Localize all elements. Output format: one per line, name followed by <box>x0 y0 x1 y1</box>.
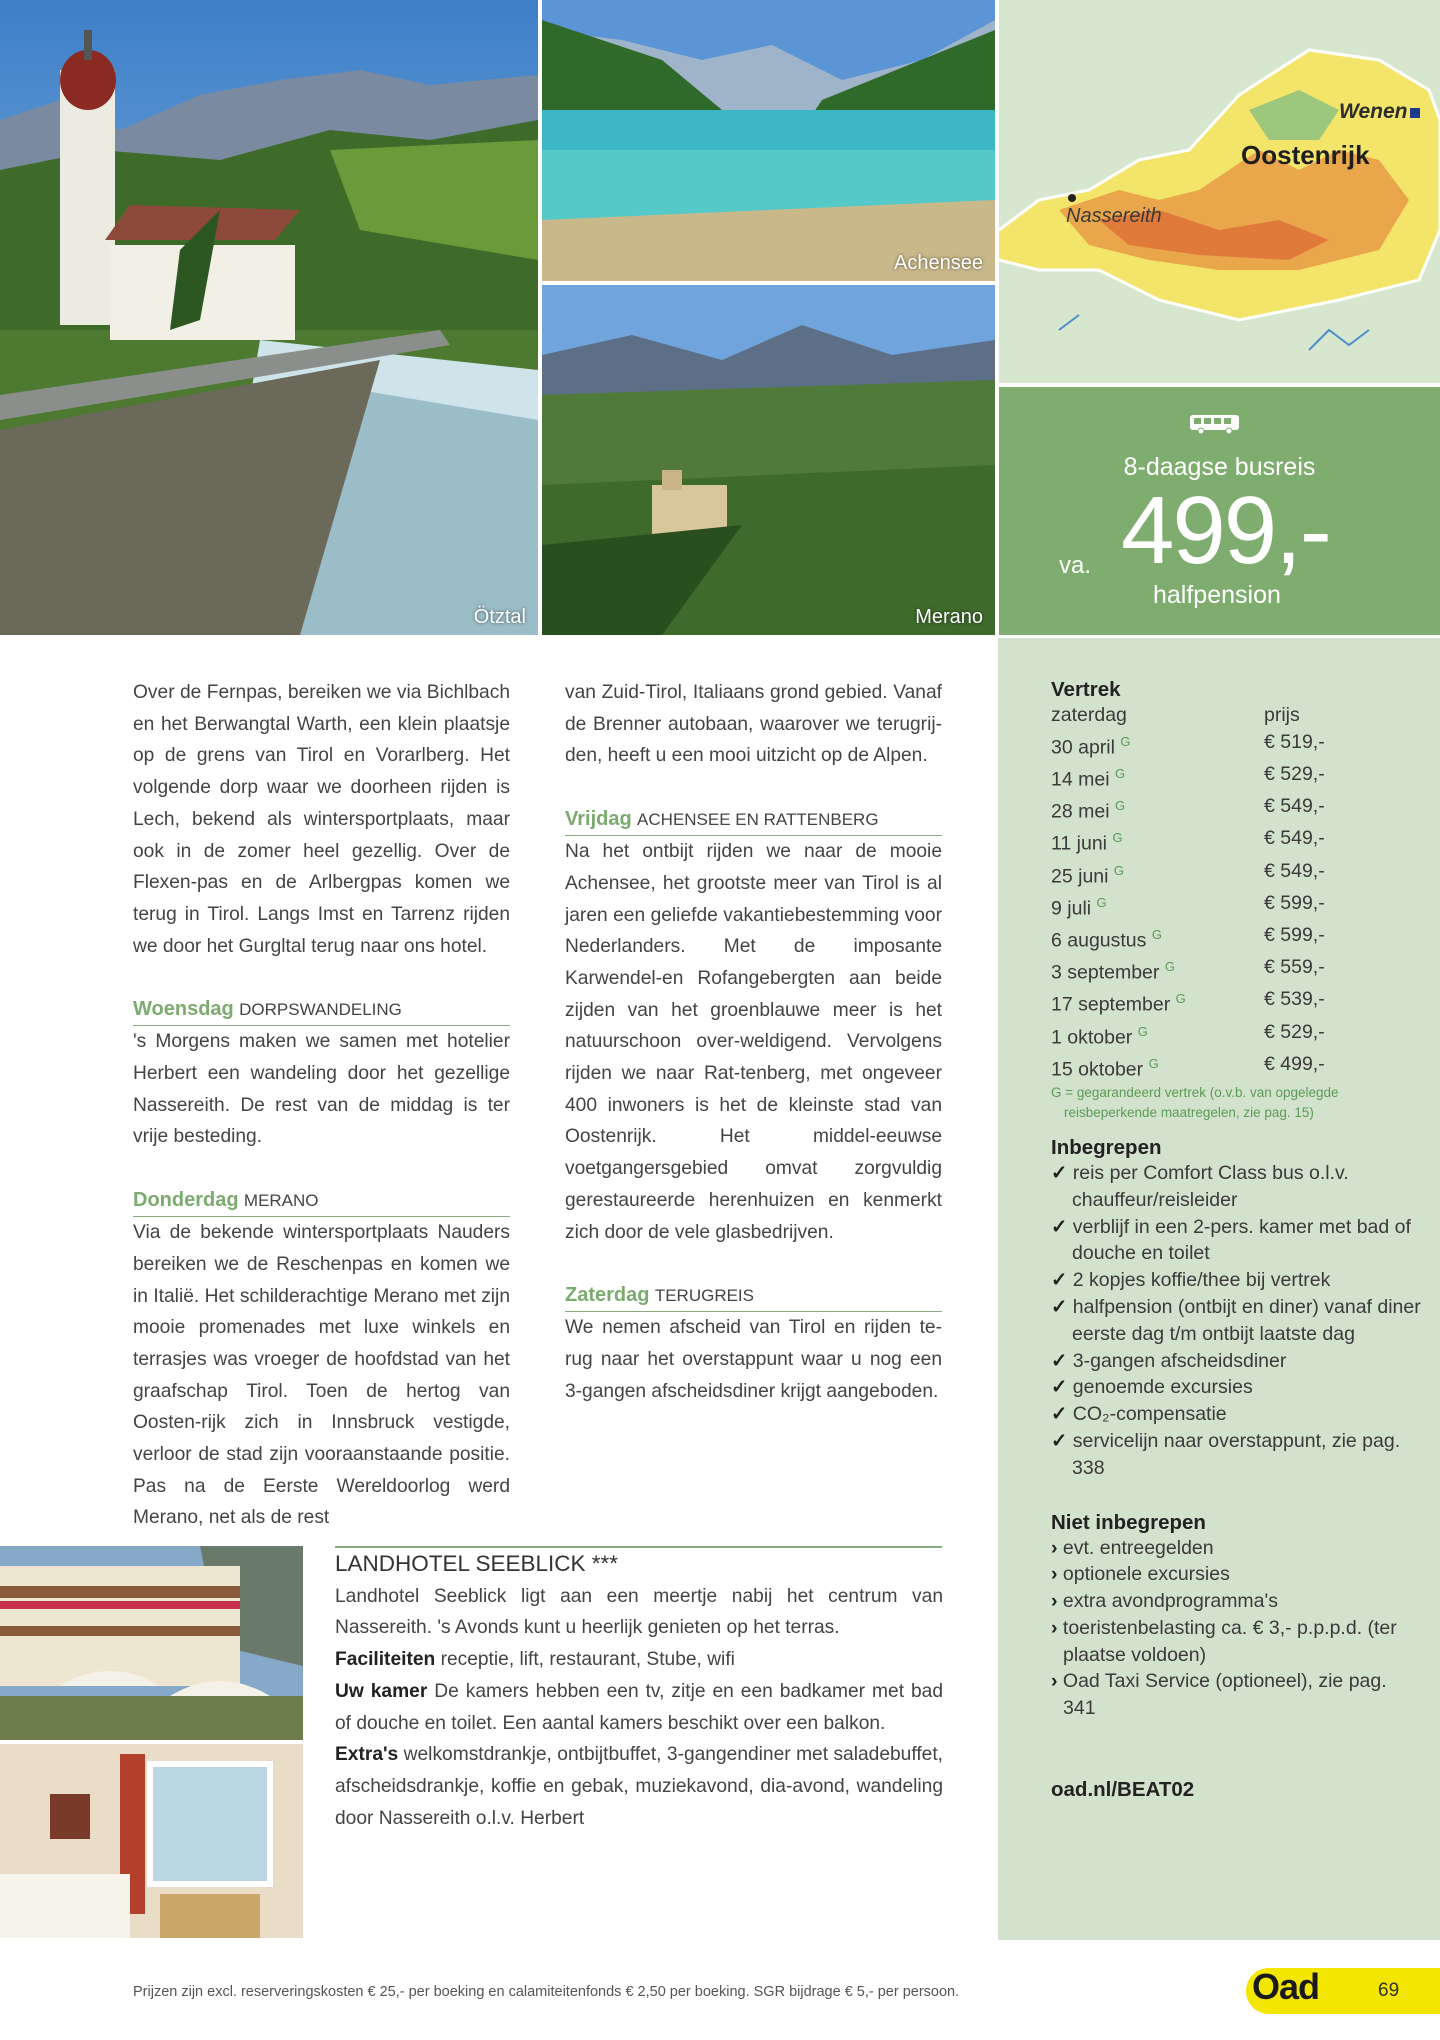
photo-hotel-room <box>0 1744 303 1938</box>
hotel-room-image <box>0 1744 303 1938</box>
departure-date <box>1051 1051 1264 1083</box>
included-text: 2 kopjes koffie/thee bij vertrek <box>1072 1269 1331 1292</box>
thursday-text: Via de bekende wintersportplaats Nauders bereiken we de Reschenpas en komen we in Italië. Het schilderachtige Merano met zijn mooie promenades met luxe winkels en terrasjes was vroeger de hoofdstad van het graafschap Tirol. Toen de hertog van Oosten-rijk zich in Innsbruck vestigde, verloor de stad zijn vooraanstaande positie. Pas na de Eerste Wereldoorlog werd Merano, net als de rest <box>133 1222 510 1529</box>
departure-price: € 529,- <box>1264 762 1325 785</box>
caption-achensee: Achensee <box>894 252 983 274</box>
heading-wednesday <box>133 994 510 1026</box>
checkmark-icon: ✓ <box>1051 1349 1073 1372</box>
map-label-nassereith: Nassereith <box>1066 205 1162 227</box>
wednesday-text: 's Morgens maken we samen met hotelier Herbert een wandeling door het gezellige Nassereith. De rest van de middag is ter vrije besteding. <box>133 1031 510 1148</box>
day-label: Vrijdag <box>565 808 632 831</box>
col-price: prijs <box>1264 704 1300 726</box>
departure-date <box>1051 922 1264 954</box>
departure-row <box>1051 954 1421 986</box>
photo-achensee <box>542 0 995 281</box>
included-item <box>1051 1214 1421 1268</box>
day-label: Zaterdag <box>565 1284 650 1307</box>
guaranteed-mark: G <box>1114 765 1126 781</box>
text-column-2 <box>565 677 942 1407</box>
departure-date <box>1051 761 1264 793</box>
departure-row <box>1051 890 1421 922</box>
day-title: TERUGREIS <box>654 1286 754 1306</box>
guaranteed-mark: G <box>1137 1023 1148 1039</box>
room-text: De kamers hebben een tv, zitje en een badkamer met bad of douche en toilet. Een aantal kamers beschikt over een balkon. <box>335 1680 943 1734</box>
departure-date <box>1051 954 1264 986</box>
chevron-right-icon: › <box>1051 1616 1063 1639</box>
included-text: CO₂-compensatie <box>1072 1403 1227 1426</box>
heading-saturday <box>565 1280 942 1312</box>
checkmark-icon: ✓ <box>1051 1376 1073 1399</box>
excluded-item <box>1051 1588 1421 1615</box>
departure-date <box>1051 986 1264 1018</box>
saturday-text: We nemen afscheid van Tirol en rijden te-rug naar het overstappunt waar u nog een 3-gangen afscheidsdiner krijgt aangeboden. <box>565 1317 942 1402</box>
guaranteed-mark: G <box>1164 959 1175 975</box>
chevron-right-icon: › <box>1051 1536 1063 1559</box>
excluded-text: Oad Taxi Service (optioneel), zie pag. 341 <box>1062 1670 1387 1720</box>
departure-date <box>1051 858 1264 890</box>
departure-date-text: 6 augustus <box>1051 929 1147 952</box>
departure-date <box>1051 1019 1264 1051</box>
booking-url: oad.nl/BEAT02 <box>1051 1778 1195 1802</box>
departure-date-text: 28 mei <box>1051 800 1110 823</box>
included-item <box>1051 1428 1421 1482</box>
departure-table-header <box>1051 702 1421 729</box>
checkmark-icon: ✓ <box>1051 1295 1073 1318</box>
day-label: Woensdag <box>133 998 234 1021</box>
departure-date-text: 30 april <box>1051 736 1115 759</box>
departure-date <box>1051 793 1264 825</box>
chevron-right-icon: › <box>1051 1590 1063 1613</box>
guaranteed-mark: G <box>1112 830 1123 846</box>
included-item <box>1051 1348 1421 1375</box>
departure-row <box>1051 986 1421 1018</box>
excluded-item <box>1051 1615 1421 1669</box>
map-label-wenen: Wenen <box>1339 100 1408 123</box>
departure-price: € 529,- <box>1264 1020 1325 1043</box>
heading-friday <box>565 804 942 836</box>
departure-row <box>1051 825 1421 857</box>
excluded-list <box>1051 1535 1421 1723</box>
guaranteed-mark: G <box>1148 1055 1159 1071</box>
departure-row <box>1051 761 1421 793</box>
departure-date-text: 11 juni <box>1051 832 1108 855</box>
included-text: verblijf in een 2-pers. kamer met bad of douche en toilet <box>1072 1215 1411 1265</box>
price-amount: 499,- <box>1121 477 1330 584</box>
chevron-right-icon: › <box>1051 1563 1063 1586</box>
excluded-heading: Niet inbegrepen <box>1051 1510 1206 1534</box>
excluded-text: extra avondprogramma's <box>1062 1590 1278 1613</box>
departure-row <box>1051 858 1421 890</box>
intro-paragraph: Over de Fernpas, bereiken we via Bichlbach en het Berwangtal Warth, een klein plaatsje op de grens van Tirol en Vorarlberg. Het volgende dorp waar we doorheen rijden is Lech, bekend als wintersportplaats, maar ook in de zomer heel gezellig. Over de Flexen-pas en de Arlbergpas komen we terug in Tirol. Langs Imst en Tarrenz rijden we door het Gurgltal terug naar ons hotel. <box>133 682 510 957</box>
departure-date <box>1051 890 1264 922</box>
oetztal-image <box>0 0 538 635</box>
day-title: DORPSWANDELING <box>239 1000 402 1020</box>
departure-row <box>1051 793 1421 825</box>
day-title: ACHENSEE EN RATTENBERG <box>637 810 879 830</box>
departure-price: € 549,- <box>1264 795 1325 818</box>
departure-row <box>1051 922 1421 954</box>
photo-oetztal <box>0 0 538 635</box>
guaranteed-mark: G <box>1113 862 1125 878</box>
heading-thursday <box>133 1185 510 1217</box>
hotel-room <box>335 1676 943 1739</box>
included-text: reis per Comfort Class bus o.l.v. chauffeur/reisleider <box>1072 1161 1349 1211</box>
guaranteed-mark: G <box>1096 894 1107 910</box>
departure-row <box>1051 1019 1421 1051</box>
hotel-facilities <box>335 1644 943 1676</box>
included-item <box>1051 1401 1421 1428</box>
departure-heading: Vertrek <box>1051 678 1121 701</box>
departure-price: € 599,- <box>1264 891 1325 914</box>
photo-hotel-exterior <box>0 1546 303 1740</box>
facilities-text: receptie, lift, restaurant, Stube, wifi <box>435 1649 735 1671</box>
departure-price: € 519,- <box>1264 730 1325 753</box>
included-item <box>1051 1294 1421 1348</box>
departure-list <box>1051 729 1421 1083</box>
departure-price: € 549,- <box>1264 827 1325 850</box>
departure-price: € 539,- <box>1264 988 1325 1011</box>
excluded-text: toeristenbelasting ca. € 3,- p.p.p.d. (ter plaatse voldoen) <box>1062 1616 1397 1666</box>
checkmark-icon: ✓ <box>1051 1429 1073 1452</box>
price-box <box>999 387 1440 635</box>
austria-map <box>999 0 1440 383</box>
guaranteed-mark: G <box>1120 733 1131 749</box>
departure-price: € 559,- <box>1264 956 1325 979</box>
departure-row <box>1051 1051 1421 1083</box>
included-text: 3-gangen afscheidsdiner <box>1072 1349 1287 1372</box>
guarantee-note <box>1051 1083 1421 1123</box>
trip-duration: 8-daagse busreis <box>1123 453 1316 481</box>
departure-date-text: 17 september <box>1051 993 1171 1016</box>
departure-price: € 499,- <box>1264 1052 1325 1075</box>
map-austria <box>999 0 1440 383</box>
departure-date <box>1051 729 1264 761</box>
hotel-section <box>335 1548 943 1834</box>
page-number: 69 <box>1378 1980 1400 2001</box>
board-type: halfpension <box>1153 581 1281 609</box>
excluded-item <box>1051 1535 1421 1562</box>
departure-price: € 599,- <box>1264 923 1325 946</box>
extras-text: welkomstdrankje, ontbijtbuffet, 3-gangendiner met saladebuffet, afscheidsdrankje, koffie en gebak, muziekavond, dia-avond, wandeling door Nassereith o.l.v. Herbert <box>335 1744 943 1829</box>
included-item <box>1051 1267 1421 1294</box>
excluded-text: evt. entreegelden <box>1062 1536 1214 1559</box>
achensee-image <box>542 0 995 281</box>
caption-oetztal: Ötztal <box>473 606 526 628</box>
text-column-1 <box>133 677 510 1534</box>
chevron-right-icon: › <box>1051 1670 1063 1693</box>
extras-label: Extra's <box>335 1744 399 1766</box>
sidebar-content <box>1051 678 1421 1802</box>
included-text: halfpension (ontbijt en diner) vanaf diner eerste dag t/m ontbijt laatste dag <box>1072 1295 1421 1345</box>
friday-text: Na het ontbijt rijden we naar de mooie Achensee, het grootste meer van Tirol is al jaren een geliefde vakantiebestemming voor Nederlanders. Met de imposante Karwendel-en Rofangebergten aan beide zijden van het groenblauwe meer is het natuurschoon over-weldigend. Vervolgens rijden we naar Rat-tenberg, met ongeveer 400 inwoners is het de kleinste stad van Oostenrijk. Het middel-eeuwse voetgangersgebied omvat zorgvuldig gerestaureerde herenhuizen en kenmerkt zich door de vele glasbedrijven. <box>565 841 942 1243</box>
facilities-label: Faciliteiten <box>335 1649 436 1671</box>
departure-date <box>1051 825 1264 857</box>
checkmark-icon: ✓ <box>1051 1161 1073 1184</box>
checkmark-icon: ✓ <box>1051 1403 1073 1426</box>
included-heading: Inbegrepen <box>1051 1135 1162 1159</box>
departure-date-text: 9 juli <box>1051 897 1092 920</box>
sidebar <box>998 638 1440 1940</box>
hotel-exterior-image <box>0 1546 303 1740</box>
col-day: zaterdag <box>1051 704 1127 726</box>
merano-image <box>542 285 995 635</box>
hotel-intro: Landhotel Seeblick ligt aan een meertje nabij het centrum van Nassereith. 's Avonds kunt u heerlijk genieten op het terras. <box>335 1585 943 1639</box>
day-label: Donderdag <box>133 1189 239 1212</box>
footer-note: Prijzen zijn excl. reserveringskosten € 25,- per boeking en calamiteitenfonds € 2,50 per boeking. SGR bijdrage € 5,- per persoon. <box>133 1984 960 2000</box>
continued-text: van Zuid-Tirol, Italiaans grond gebied. Vanaf de Brenner autobaan, waarover we terugrij-den, heeft u een mooi uitzicht op de Alpen. <box>565 682 942 767</box>
included-item <box>1051 1160 1421 1214</box>
checkmark-icon: ✓ <box>1051 1215 1073 1238</box>
oad-logo: Oad <box>1252 1966 1320 2007</box>
guarantee-note-line-1: G = gegarandeerd vertrek (o.v.b. van opgelegde <box>1051 1084 1339 1100</box>
hotel-extras <box>335 1739 943 1834</box>
checkmark-icon: ✓ <box>1051 1269 1073 1292</box>
departure-date-text: 15 oktober <box>1051 1058 1144 1081</box>
included-text: servicelijn naar overstappunt, zie pag. 338 <box>1072 1429 1401 1479</box>
excluded-item <box>1051 1668 1421 1722</box>
departure-row <box>1051 729 1421 761</box>
included-text: genoemde excursies <box>1072 1376 1253 1399</box>
room-label: Uw kamer <box>335 1680 428 1702</box>
map-label-country: Oostenrijk <box>1241 140 1370 170</box>
departure-price: € 549,- <box>1264 859 1325 882</box>
departure-date-text: 25 juni <box>1051 865 1109 888</box>
departure-date-text: 14 mei <box>1051 768 1110 791</box>
price-from: va. <box>1059 552 1092 579</box>
departure-date-text: 3 september <box>1051 961 1160 984</box>
photo-merano <box>542 285 995 635</box>
excluded-item <box>1051 1561 1421 1588</box>
hotel-title: LANDHOTEL SEEBLICK *** <box>335 1551 619 1576</box>
included-item <box>1051 1374 1421 1401</box>
departure-date-text: 1 oktober <box>1051 1026 1133 1049</box>
guaranteed-mark: G <box>1151 926 1162 942</box>
included-list <box>1051 1160 1421 1482</box>
guaranteed-mark: G <box>1175 991 1186 1007</box>
guarantee-note-line-2: reisbeperkende maatregelen, zie pag. 15) <box>1064 1104 1314 1120</box>
guaranteed-mark: G <box>1114 798 1126 814</box>
day-title: MERANO <box>243 1191 319 1211</box>
bus-icon <box>1189 413 1241 435</box>
caption-merano: Merano <box>915 606 983 628</box>
excluded-text: optionele excursies <box>1062 1563 1230 1586</box>
